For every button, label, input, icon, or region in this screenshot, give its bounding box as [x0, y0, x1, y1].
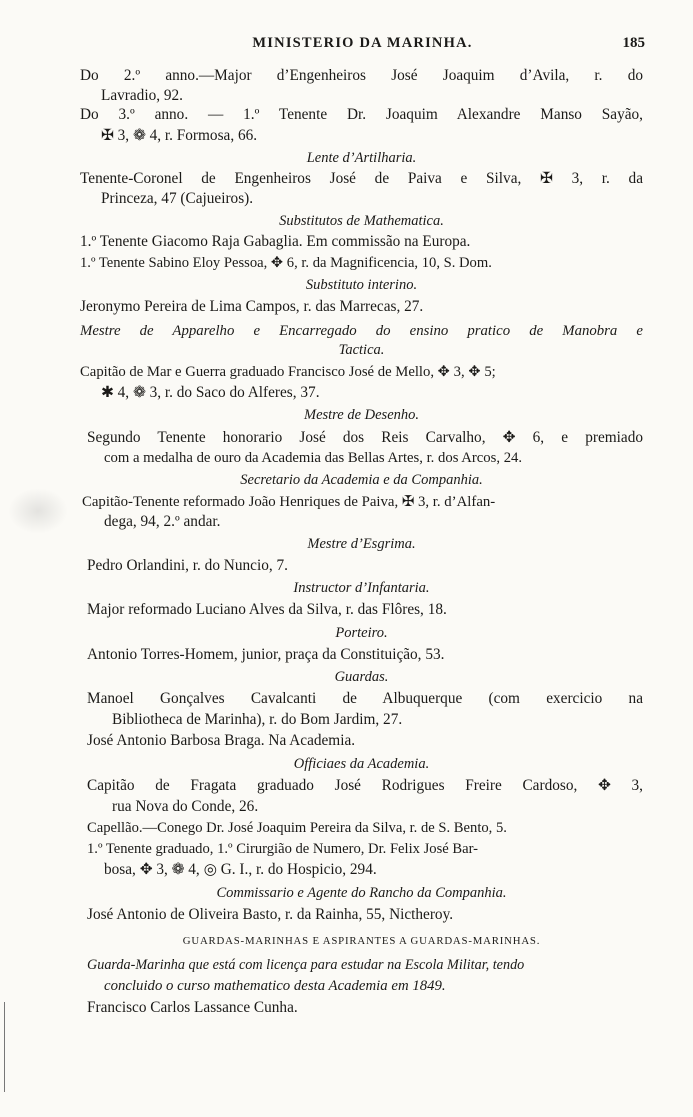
- entry-line: 1.º Tenente graduado, 1.º Cirurgião de Numero, Dr. Felix José Bar-: [87, 841, 479, 857]
- entry-line: bosa, ✥ 3, ❁ 4, ◎ G. I., r. do Hospicio, 294.: [104, 861, 377, 878]
- entry-line: Antonio Torres-Homem, junior, praça da Constituição, 53.: [87, 646, 445, 663]
- section-heading: Instructor d’Infantaria.: [293, 580, 430, 596]
- section-heading: Substitutos de Mathematica.: [279, 213, 444, 229]
- running-title: MINISTERIO DA MARINHA.: [252, 35, 473, 51]
- section-heading: Guardas.: [334, 669, 389, 685]
- section-heading: Mestre de Apparelho e Encarregado do ensino pratico de Manobra e: [80, 323, 643, 339]
- margin-mark: [4, 1002, 5, 1092]
- entry-line: Capitão-Tenente reformado João Henriques de Paiva, ✠ 3, r. d’Alfan-: [82, 494, 496, 510]
- margin-stain: [8, 488, 68, 534]
- page-number: 185: [622, 35, 645, 51]
- entry-line: Capitão de Mar e Guerra graduado Francisco José de Mello, ✥ 3, ✥ 5;: [80, 364, 496, 380]
- entry-line: rua Nova do Conde, 26.: [112, 798, 259, 815]
- entry-line: Manoel Gonçalves Cavalcanti de Albuquerque (com exercicio na: [87, 690, 643, 707]
- section-heading: Mestre d’Esgrima.: [307, 536, 416, 552]
- entry-line: José Antonio Barbosa Braga. Na Academia.: [87, 732, 356, 749]
- entry-line: Pedro Orlandini, r. do Nuncio, 7.: [87, 557, 288, 574]
- entry-line: Do 3.º anno. — 1.º Tenente Dr. Joaquim Alexandre Manso Sayão,: [80, 106, 643, 123]
- entry-line: Lavradio, 92.: [101, 87, 183, 104]
- entry-line: dega, 94, 2.º andar.: [104, 513, 221, 530]
- entry-line: Major reformado Luciano Alves da Silva, r. das Flôres, 18.: [87, 601, 447, 618]
- section-heading: Substituto interino.: [305, 277, 418, 293]
- section-heading: Officiaes da Academia.: [293, 756, 430, 772]
- entry-line: ✱ 4, ❁ 3, r. do Saco do Alferes, 37.: [101, 384, 320, 401]
- entry-line: Capellão.—Conego Dr. José Joaquim Pereira da Silva, r. de S. Bento, 5.: [87, 820, 507, 836]
- page-header: [80, 35, 645, 59]
- section-heading: concluido o curso mathematico desta Academia em 1849.: [104, 978, 446, 994]
- section-title: GUARDAS-MARINHAS E ASPIRANTES A GUARDAS-MARINHAS.: [182, 935, 541, 947]
- entry-line: Tenente-Coronel de Engenheiros José de Paiva e Silva, ✠ 3, r. da: [80, 170, 643, 187]
- entry-line: 1.º Tenente Giacomo Raja Gabaglia. Em commissão na Europa.: [80, 233, 471, 250]
- entry-line: Capitão de Fragata graduado José Rodrigues Freire Cardoso, ✥ 3,: [87, 777, 643, 794]
- section-heading: Commissario e Agente do Rancho da Companhia.: [216, 885, 507, 901]
- entry-line: com a medalha de ouro da Academia das Bellas Artes, r. dos Arcos, 24.: [104, 450, 523, 466]
- section-heading: Guarda-Marinha que está com licença para estudar na Escola Militar, tendo: [87, 957, 525, 973]
- section-heading: Porteiro.: [335, 625, 388, 641]
- section-heading: Tactica.: [338, 342, 385, 358]
- section-heading: Lente d’Artilharia.: [306, 150, 417, 166]
- entry-line: Jeronymo Pereira de Lima Campos, r. das Marrecas, 27.: [80, 298, 424, 315]
- entry-line: ✠ 3, ❁ 4, r. Formosa, 66.: [101, 127, 258, 144]
- entry-line: Francisco Carlos Lassance Cunha.: [87, 999, 298, 1016]
- entry-line: Segundo Tenente honorario José dos Reis Carvalho, ✥ 6, e premiado: [87, 429, 643, 446]
- entry-line: 1.º Tenente Sabino Eloy Pessoa, ✥ 6, r. da Magnificencia, 10, S. Dom.: [80, 255, 492, 271]
- entry-line: Princeza, 47 (Cajueiros).: [101, 190, 254, 207]
- entry-line: Bibliotheca de Marinha), r. do Bom Jardim, 27.: [112, 711, 403, 728]
- section-heading: Mestre de Desenho.: [303, 407, 420, 423]
- entry-line: José Antonio de Oliveira Basto, r. da Rainha, 55, Nictheroy.: [87, 906, 454, 923]
- entry-line: Do 2.º anno.—Major d’Engenheiros José Joaquim d’Avila, r. do: [80, 67, 643, 84]
- section-heading: Secretario da Academia e da Companhia.: [240, 472, 483, 488]
